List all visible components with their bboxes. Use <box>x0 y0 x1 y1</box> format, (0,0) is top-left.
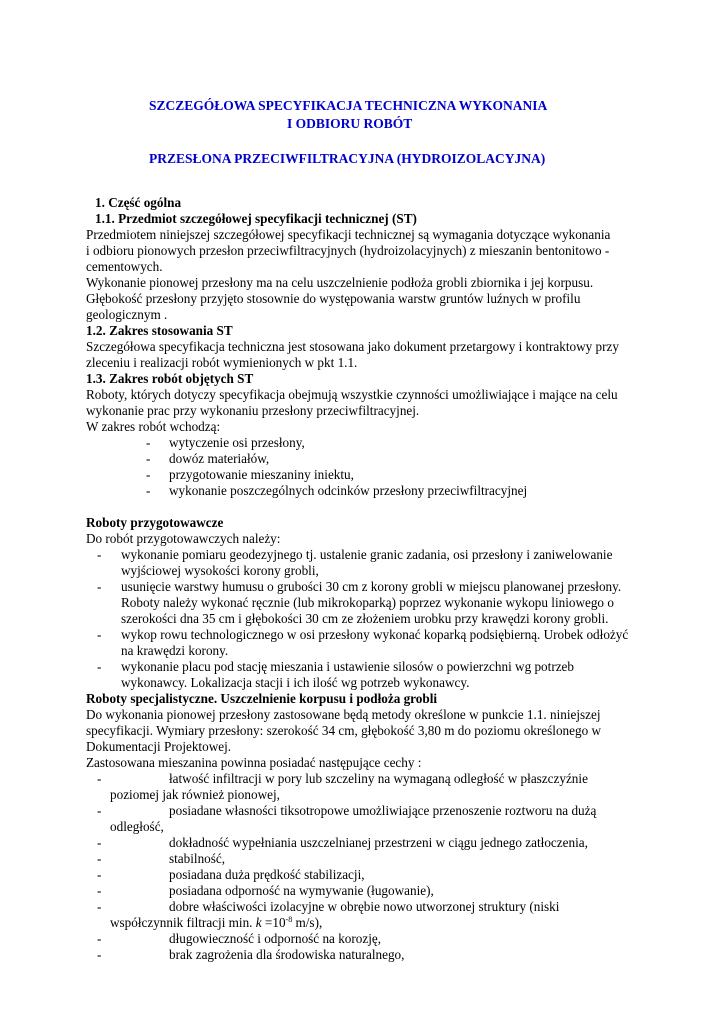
list-dash: - <box>97 867 102 882</box>
para-line: Dokumentacji Projektowej. <box>86 739 232 754</box>
formula-eq: =10 <box>261 915 286 930</box>
list-item: na krawędzi korony. <box>121 643 229 658</box>
list-dash: - <box>146 467 151 482</box>
feature-item: posiadane własności tiksotropowe umożliwiające przenoszenie roztworu na dużą <box>169 803 597 818</box>
formula-var: k <box>255 915 262 930</box>
list-item: szerokości dna 35 cm i głębokości 30 cm ze złożeniem urobku przy krawędzi korony grobli. <box>121 611 609 626</box>
prep-heading: Roboty przygotowawcze <box>86 515 224 530</box>
list-dash: - <box>97 835 102 850</box>
para-line: Do robót przygotowawczych należy: <box>86 531 281 546</box>
formula-prefix: współczynnik filtracji min. <box>110 915 256 930</box>
feature-item: łatwość infiltracji w pory lub szczeliny na wymaganą odległość w płaszczyźnie <box>169 771 588 786</box>
list-item: dowóz materiałów, <box>169 451 270 466</box>
para-line: i odbioru pionowych przesłon przeciwfiltracyjnych (hydroizolacyjnych) z mieszanin bentonitowo - <box>86 243 610 258</box>
list-dash: - <box>97 579 102 594</box>
list-dash: - <box>97 547 102 562</box>
feature-item: długowieczność i odporność na korozję, <box>169 931 382 946</box>
section-1-3-heading: 1.3. Zakres robót objętych ST <box>86 371 254 386</box>
list-dash: - <box>97 659 102 674</box>
list-dash: - <box>97 803 102 818</box>
list-dash: - <box>97 627 102 642</box>
para-line: Zastosowana mieszanina powinna posiadać następujące cechy : <box>86 755 422 770</box>
list-item: wykonanie poszczególnych odcinków przesłony przeciwfiltracyjnej <box>169 483 528 498</box>
para-line: W zakres robót wchodzą: <box>86 419 221 434</box>
list-dash: - <box>146 451 151 466</box>
list-item: Roboty należy wykonać ręcznie (lub mikrokoparką) poprzez wykonanie wykopu liniowego o <box>121 595 614 610</box>
para-line: Głębokość przesłony przyjęto stosownie do występowania warstw gruntów luźnych w profilu <box>86 291 581 306</box>
list-dash: - <box>146 483 151 498</box>
doc-subtitle: PRZESŁONA PRZECIWFILTRACYJNA (HYDROIZOLACYJNA) <box>149 151 546 166</box>
list-dash: - <box>97 771 102 786</box>
para-line: Szczegółowa specyfikacja techniczna jest stosowana jako dokument przetargowy i kontraktowy przy <box>86 339 619 354</box>
feature-item-cont: odległość, <box>110 819 164 834</box>
list-dash: - <box>97 899 102 914</box>
feature-item: posiadana duża prędkość stabilizacji, <box>169 867 365 882</box>
filtration-coefficient-line <box>110 915 322 931</box>
para-line: geologicznym . <box>86 307 168 322</box>
list-dash: - <box>97 883 102 898</box>
formula-unit: m/s), <box>292 915 323 930</box>
feature-item-cont: poziomej jak również pionowej, <box>110 787 280 802</box>
doc-title-line2: I ODBIORU ROBÓT <box>287 116 413 131</box>
list-item: wyjściowej wysokości korony grobli, <box>121 563 319 578</box>
doc-title-line1: SZCZEGÓŁOWA SPECYFIKACJA TECHNICZNA WYKONANIA <box>149 98 548 113</box>
list-item: wykonawcy. Lokalizacja stacji i ich ilość wg potrzeb wykonawcy. <box>121 675 470 690</box>
para-line: Do wykonania pionowej przesłony zastosowane będą metody określone w punkcie 1.1. niniejszej <box>86 707 601 722</box>
list-item: wykonanie placu pod stację mieszania i ustawienie silosów o powierzchni wg potrzeb <box>121 659 575 674</box>
para-line: wykonanie prac przy wykonaniu przesłony przeciwfiltracyjnej. <box>86 403 420 418</box>
para-line: specyfikacji. Wymiary przesłony: szerokość 34 cm, głębokość 3,80 m do poziomu określonego w <box>86 723 601 738</box>
list-dash: - <box>146 435 151 450</box>
para-line: zleceniu i realizacji robót wymienionych w pkt 1.1. <box>86 355 358 370</box>
formula-exp: -8 <box>285 915 293 924</box>
list-item: wykonanie pomiaru geodezyjnego tj. ustalenie granic zadania, osi przesłony i zaniwelowanie <box>121 547 613 562</box>
list-item: usunięcie warstwy humusu o grubości 30 cm z korony grobli w miejscu planowanej przesłony. <box>121 579 622 594</box>
list-item: wytyczenie osi przesłony, <box>169 435 305 450</box>
feature-item: brak zagrożenia dla środowiska naturalnego, <box>169 947 405 962</box>
section-1-2-heading: 1.2. Zakres stosowania ST <box>86 323 233 338</box>
section-1-heading: 1. Część ogólna <box>95 195 182 210</box>
para-line: Wykonanie pionowej przesłony ma na celu uszczelnienie podłoża grobli zbiornika i jej korpusu. <box>86 275 594 290</box>
feature-item: posiadana odporność na wymywanie (ługowanie), <box>169 883 434 898</box>
list-dash: - <box>97 851 102 866</box>
list-item: przygotowanie mieszaniny iniektu, <box>169 467 354 482</box>
feature-item: stabilność, <box>169 851 226 866</box>
feature-item: dobre właściwości izolacyjne w obrębie nowo utworzonej struktury (niski <box>169 899 560 914</box>
para-line: Przedmiotem niniejszej szczegółowej specyfikacji technicznej są wymagania dotyczące wykonania <box>86 227 611 242</box>
list-item: wykop rowu technologicznego w osi przesłony wykonać koparką podsiębierną. Urobek odłożyć <box>121 627 629 642</box>
list-dash: - <box>97 947 102 962</box>
para-line: cementowych. <box>86 259 163 274</box>
spec-heading: Roboty specjalistyczne. Uszczelnienie korpusu i podłoża grobli <box>86 691 438 706</box>
para-line: Roboty, których dotyczy specyfikacja obejmują wszystkie czynności umożliwiające i mające na celu <box>86 387 618 402</box>
feature-item: dokładność wypełniania uszczelnianej przestrzeni w ciągu jednego zatłoczenia, <box>169 835 588 850</box>
section-1-1-heading: 1.1. Przedmiot szczegółowej specyfikacji technicznej (ST) <box>95 211 417 226</box>
list-dash: - <box>97 931 102 946</box>
